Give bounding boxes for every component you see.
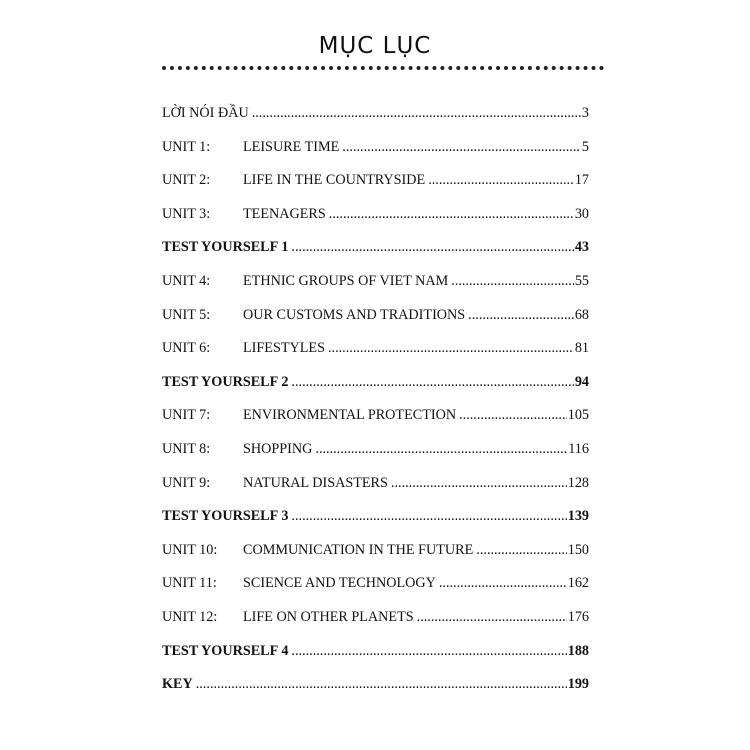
- toc-entry-title: LIFESTYLES: [243, 340, 325, 357]
- toc-dot-leader: [439, 571, 567, 595]
- toc-entry: [162, 202, 589, 236]
- toc-page-number: 55: [574, 272, 589, 289]
- toc-entry-title: ENVIRONMENTAL PROTECTION: [243, 407, 457, 424]
- toc-entry-label: TEST YOURSELF 2: [162, 373, 289, 390]
- toc-entry-label: TEST YOURSELF 1: [162, 239, 289, 256]
- toc-dot-leader: [451, 269, 574, 293]
- toc-entry-label: UNIT 2:: [162, 172, 211, 189]
- toc-page-number: 188: [567, 642, 589, 659]
- toc-entry-title: NATURAL DISASTERS: [243, 474, 388, 491]
- toc-dot-leader: [391, 471, 567, 495]
- toc-entry: [162, 168, 589, 202]
- toc-page-number: 176: [567, 608, 589, 625]
- toc-entry: [162, 504, 589, 538]
- toc-entry: [162, 437, 589, 471]
- toc-entry-title: COMMUNICATION IN THE FUTURE: [243, 541, 474, 558]
- toc-page-number: 105: [567, 407, 589, 424]
- title-dotted-divider: [162, 66, 604, 70]
- toc-entry: [162, 672, 589, 706]
- toc-entry-title: OUR CUSTOMS AND TRADITIONS: [243, 306, 466, 323]
- toc-page-number: 30: [574, 205, 589, 222]
- toc-dot-leader: [468, 303, 574, 327]
- toc-dot-leader: [196, 672, 567, 696]
- toc-entry-label: UNIT 11:: [162, 575, 217, 592]
- toc-entry-title: LIFE IN THE COUNTRYSIDE: [243, 172, 426, 189]
- toc-dot-leader: [291, 370, 573, 394]
- toc-page-number: 43: [574, 239, 589, 256]
- toc-dot-leader: [291, 235, 573, 259]
- toc-entry: [162, 235, 589, 269]
- toc-dot-leader: [476, 538, 566, 562]
- toc-dot-leader: [342, 135, 581, 159]
- toc-page-number: 17: [574, 172, 589, 189]
- toc-entry: [162, 269, 589, 303]
- toc-entry: [162, 471, 589, 505]
- toc-entry-label: UNIT 4:: [162, 272, 211, 289]
- toc-entry-label: UNIT 8:: [162, 440, 211, 457]
- toc-entry-title: LEISURE TIME: [243, 138, 340, 155]
- toc-page-number: 150: [567, 541, 589, 558]
- toc-page-number: 3: [581, 105, 589, 121]
- toc-entry: [162, 605, 589, 639]
- toc-dot-leader: [328, 336, 574, 360]
- toc-entry: [162, 538, 589, 572]
- toc-entry-title: ETHNIC GROUPS OF VIET NAM: [243, 272, 449, 289]
- toc-entry-label: UNIT 3:: [162, 205, 211, 222]
- toc-entry-label: UNIT 5:: [162, 306, 211, 323]
- toc-entry: [162, 403, 589, 437]
- toc-entry-title: SHOPPING: [243, 440, 313, 457]
- toc-page-number: 128: [567, 474, 589, 491]
- toc-entry: [162, 303, 589, 337]
- toc-entry: [162, 370, 589, 404]
- toc-page-number: 94: [574, 373, 589, 390]
- toc-entry: [162, 639, 589, 673]
- toc-dot-leader: [459, 403, 567, 427]
- toc-entry-label: LỜI NÓI ĐẦU: [162, 105, 249, 121]
- toc-entry-label: TEST YOURSELF 3: [162, 508, 289, 525]
- toc-dot-leader: [315, 437, 567, 461]
- toc-entry-label: UNIT 6:: [162, 340, 211, 357]
- toc-page-number: 5: [581, 138, 589, 155]
- toc-entry-label: UNIT 1:: [162, 138, 211, 155]
- toc-page-number: 199: [567, 676, 589, 693]
- toc-entry-label: UNIT 12:: [162, 608, 218, 625]
- page-title: MỤC LỤC: [318, 33, 432, 59]
- toc-dot-leader: [417, 605, 567, 629]
- toc-dot-leader: [291, 504, 566, 528]
- toc-page-number: 81: [574, 340, 589, 357]
- toc-page-number: 116: [568, 440, 589, 457]
- toc-entry: [162, 101, 589, 135]
- toc-page-number: 162: [567, 575, 589, 592]
- toc-page-number: 139: [567, 508, 589, 525]
- toc-entry-label: UNIT 9:: [162, 474, 211, 491]
- toc-dot-leader: [329, 202, 574, 226]
- toc-list: [162, 101, 589, 706]
- toc-entry: [162, 135, 589, 169]
- toc-entry-label: UNIT 10:: [162, 541, 218, 558]
- toc-entry-title: LIFE ON OTHER PLANETS: [243, 608, 414, 625]
- toc-dot-leader: [291, 639, 566, 663]
- toc-entry-title: TEENAGERS: [243, 205, 326, 222]
- toc-entry-title: SCIENCE AND TECHNOLOGY: [243, 575, 436, 592]
- toc-dot-leader: [428, 168, 574, 192]
- toc-entry-label: KEY: [162, 676, 193, 693]
- toc-entry: [162, 571, 589, 605]
- toc-entry-label: UNIT 7:: [162, 407, 211, 424]
- toc-entry: [162, 336, 589, 370]
- toc-dot-leader: [252, 101, 581, 125]
- toc-entry-label: TEST YOURSELF 4: [162, 642, 289, 659]
- toc-page-number: 68: [574, 306, 589, 323]
